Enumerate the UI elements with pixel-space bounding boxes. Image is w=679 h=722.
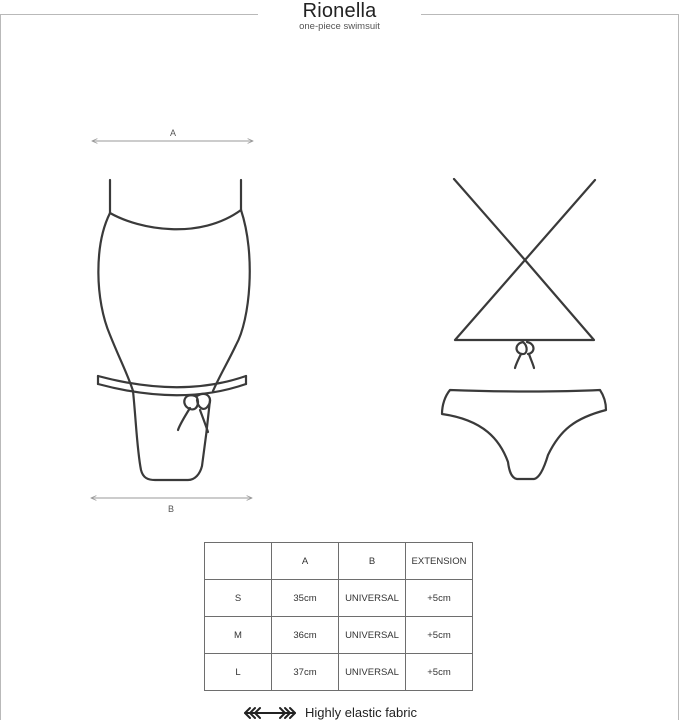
- table-header-cell-size: [205, 543, 272, 580]
- table-header-cell-b: B: [339, 543, 406, 580]
- table-cell-extension: +5cm: [406, 654, 473, 691]
- table-cell-b: UNIVERSAL: [339, 617, 406, 654]
- swimsuit-back-view: [442, 179, 606, 479]
- table-cell-size: S: [205, 580, 272, 617]
- table-row: [205, 617, 473, 654]
- stretch-arrows-icon: [241, 706, 299, 720]
- table-header-row: [205, 543, 473, 580]
- dimension-b-label: B: [167, 504, 174, 514]
- size-table: [204, 542, 473, 691]
- table-cell-b: UNIVERSAL: [339, 580, 406, 617]
- elastic-fabric-text: Highly elastic fabric: [305, 705, 417, 720]
- table-row: [205, 654, 473, 691]
- table-row: [205, 580, 473, 617]
- product-subtitle: one-piece swimsuit: [299, 21, 380, 32]
- table-cell-a: 35cm: [272, 580, 339, 617]
- table-header-cell-a: A: [272, 543, 339, 580]
- dimension-a-label: A: [169, 128, 176, 138]
- table-cell-a: 36cm: [272, 617, 339, 654]
- product-title: Rionella: [302, 0, 377, 22]
- table-cell-size: M: [205, 617, 272, 654]
- table-header-cell-extension: EXTENSION: [406, 543, 473, 580]
- table-cell-a: 37cm: [272, 654, 339, 691]
- table-cell-b: UNIVERSAL: [339, 654, 406, 691]
- table-cell-extension: +5cm: [406, 580, 473, 617]
- table-cell-size: L: [205, 654, 272, 691]
- swimsuit-front-view: [98, 180, 250, 480]
- table-cell-extension: +5cm: [406, 617, 473, 654]
- elastic-fabric-note: [241, 704, 417, 722]
